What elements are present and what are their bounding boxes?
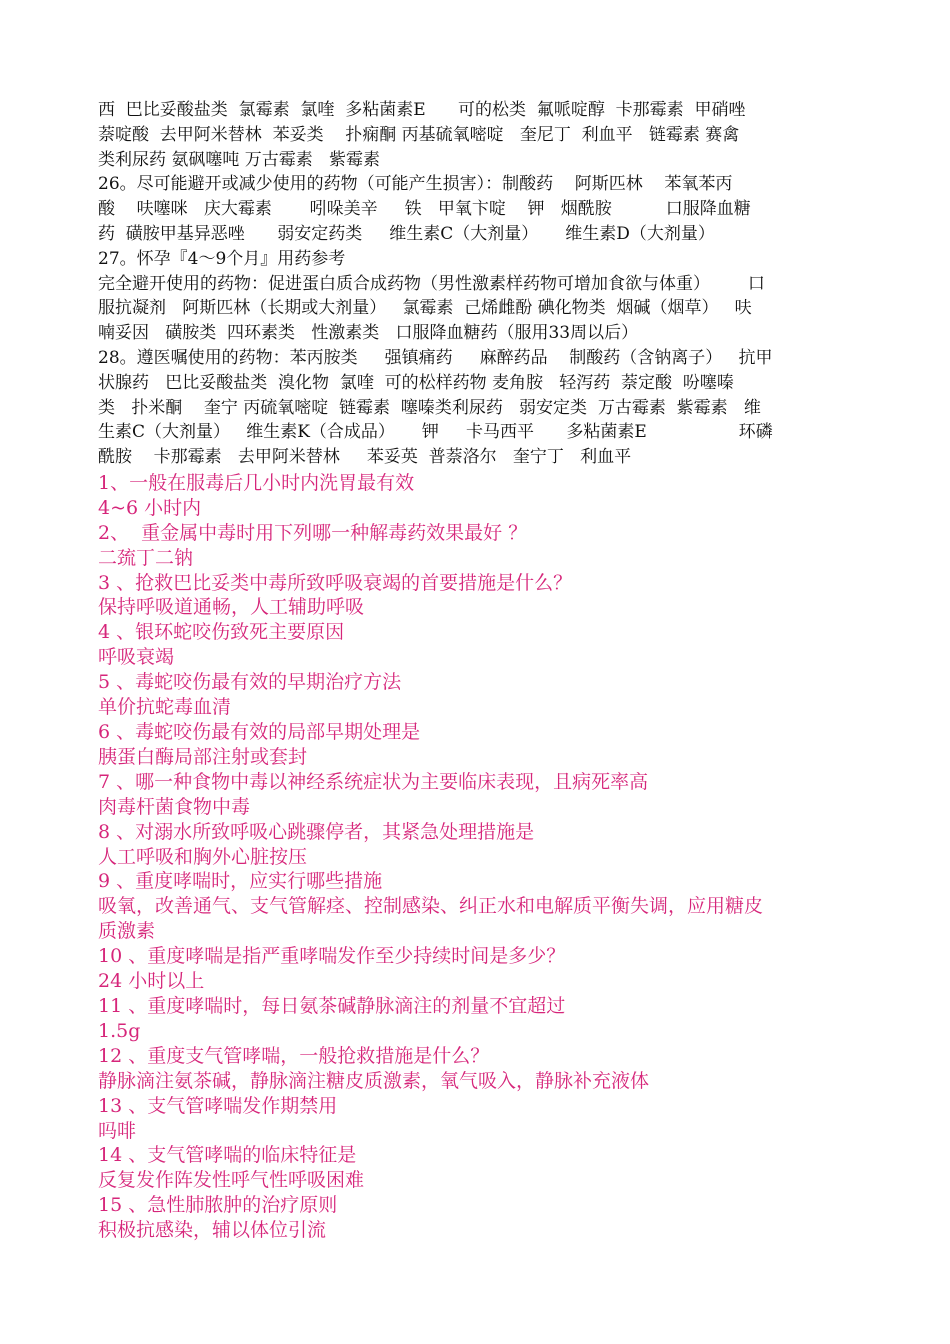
drug-line-8: 完全避开使用的药物：促进蛋白质合成药物（男性激素样药物可增加食欲与体重） 口 (98, 273, 765, 294)
drug-line-10: 喃妥因 磺胺类 四环素类 性激素类 口服降血糖药（服用33周以后） (98, 323, 639, 344)
question-15: 15 、急性肺脓肿的治疗原则 (98, 1194, 338, 1217)
drug-line-13: 类 扑米酮 奎宁 丙硫氧嘧啶 链霉素 噻嗪类利尿药 弱安定类 万古霉素 紫霉素 维 (98, 397, 761, 418)
answer-1: 4~6 小时内 (98, 496, 202, 519)
answer-4: 呼吸衰竭 (98, 646, 175, 669)
answer-11: 1.5g (98, 1019, 141, 1042)
question-12: 12 、重度支气管哮喘，一般抢救措施是什么？ (98, 1044, 490, 1067)
answer-12: 静脉滴注氨茶碱，静脉滴注糖皮质激素，氧气吸入，静脉补充液体 (98, 1069, 650, 1092)
question-4: 4 、银环蛇咬伤致死主要原因 (98, 621, 345, 644)
question-10: 10 、重度哮喘是指严重哮喘发作至少持续时间是多少？ (98, 945, 566, 968)
document-page (98, 98, 858, 1243)
drug-line-3: 类利尿药 氨砜噻吨 万古霉素 紫霉素 (98, 149, 381, 170)
drug-line-7: 27。怀孕『4～9个月』用药参考 (98, 248, 346, 269)
drug-line-14: 生素C（大剂量） 维生素K（合成品） 钾 卡马西平 多粘菌素E 环磷 (98, 422, 773, 443)
question-3: 3 、抢救巴比妥类中毒所致呼吸衰竭的首要措施是什么？ (98, 571, 573, 594)
question-2: 2、 重金属中毒时用下列哪一种解毒药效果最好 ？ (98, 521, 528, 544)
drug-line-5: 酸 呋噻咪 庆大霉素 吲哚美辛 铁 甲氧卞啶 钾 烟酰胺 口服降血糖 (98, 199, 751, 220)
drug-line-11: 28。遵医嘱使用的药物：苯丙胺类 强镇痛药 麻醉药品 制酸药（含钠离子） 抗甲 (98, 347, 773, 368)
answer-15: 积极抗感染，辅以体位引流 (98, 1219, 327, 1242)
drug-line-9: 服抗凝剂 阿斯匹林（长期或大剂量） 氯霉素 己烯雌酚 碘化物类 烟碱（烟草） 呋 (98, 298, 752, 319)
answer-10: 24 小时以上 (98, 970, 205, 993)
drug-line-6: 药 磺胺甲基异恶唑 弱安定药类 维生素C（大剂量） 维生素D（大剂量） (98, 223, 715, 244)
question-6: 6 、毒蛇咬伤最有效的局部早期处理是 (98, 721, 421, 744)
question-8: 8 、对溺水所致呼吸心跳骤停者，其紧急处理措施是 (98, 820, 535, 843)
answer-2: 二巯丁二钠 (98, 546, 194, 569)
question-14: 14 、支气管哮喘的临床特征是 (98, 1144, 357, 1167)
drug-line-15: 酰胺 卡那霉素 去甲阿米替林 苯妥英 普萘洛尔 奎宁丁 利血平 (98, 447, 632, 468)
question-1: 1、一般在服毒后几小时内洗胃最有效 (98, 471, 415, 494)
answer-14: 反复发作阵发性呼气性呼吸困难 (98, 1169, 365, 1192)
question-7: 7 、哪一种食物中毒以神经系统症状为主要临床表现，且病死率高 (98, 770, 649, 793)
drug-line-2: 萘啶酸 去甲阿米替林 苯妥类 扑痫酮 丙基硫氧嘧啶 奎尼丁 利血平 链霉素 赛禽 (98, 124, 740, 145)
answer-3: 保持呼吸道通畅，人工辅助呼吸 (98, 596, 365, 619)
question-11: 11 、重度哮喘时，每日氨茶碱静脉滴注的剂量不宜超过 (98, 994, 566, 1017)
answer-5: 单价抗蛇毒血清 (98, 696, 232, 719)
answer-8: 人工呼吸和胸外心脏按压 (98, 845, 308, 868)
question-5: 5 、毒蛇咬伤最有效的早期治疗方法 (98, 671, 402, 694)
answer-13: 吗啡 (98, 1119, 137, 1142)
question-13: 13 、支气管哮喘发作期禁用 (98, 1094, 338, 1117)
answer-9-line-2: 质激素 (98, 920, 156, 943)
answer-9-line-1: 吸氧，改善通气、支气管解痉、控制感染、纠正水和电解质平衡失调，应用糖皮 (98, 895, 764, 918)
answer-6: 胰蛋白酶局部注射或套封 (98, 745, 308, 768)
drug-line-12: 状腺药 巴比妥酸盐类 溴化物 氯喹 可的松样药物 麦角胺 轻泻药 萘定酸 吩噻嗪 (98, 372, 734, 393)
qa-section (98, 471, 858, 1243)
question-9: 9 、重度哮喘时，应实行哪些措施 (98, 870, 383, 893)
drug-list-section (98, 98, 858, 470)
drug-line-4: 26。尽可能避开或减少使用的药物（可能产生损害）：制酸药 阿斯匹林 苯氧苯丙 (98, 174, 733, 195)
drug-line-1: 西 巴比妥酸盐类 氯霉素 氯喹 多粘菌素E 可的松类 氟哌啶醇 卡那霉素 甲硝唑 (98, 100, 746, 120)
answer-7: 肉毒杆菌食物中毒 (98, 795, 251, 818)
